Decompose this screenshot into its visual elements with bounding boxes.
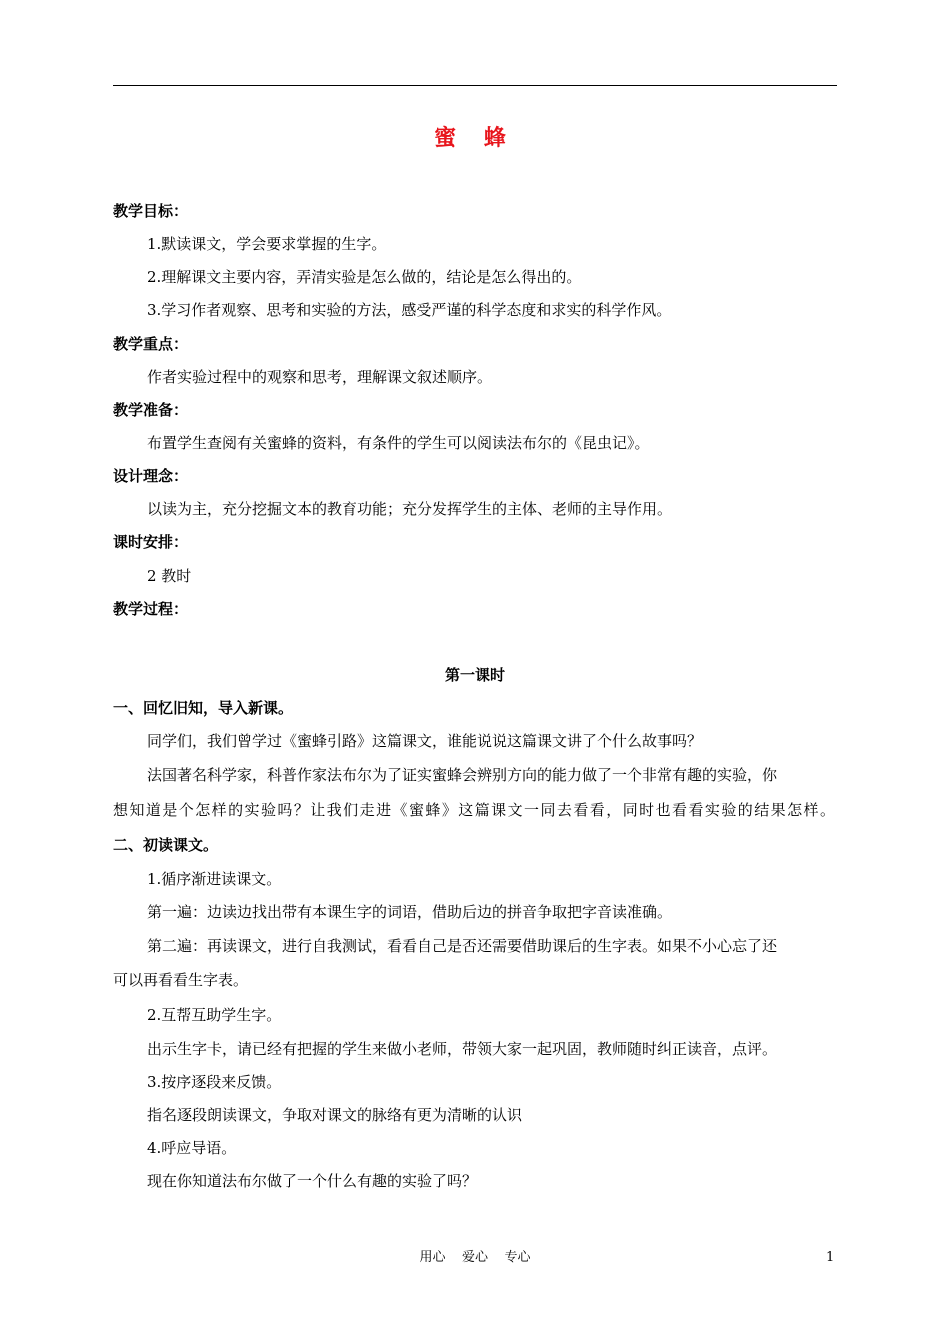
step-2: 2.互帮互助学生字。	[147, 1006, 282, 1024]
design-idea-heading: 设计理念：	[113, 467, 189, 485]
schedule-heading: 课时安排：	[113, 533, 189, 551]
key-points-heading: 教学重点：	[113, 335, 189, 353]
part-one-paragraph-2-line-1: 法国著名科学家，科普作家法布尔为了证实蜜蜂会辨别方向的能力做了一个非常有趣的实验，你	[147, 766, 778, 784]
part-one-paragraph-2-line-2: 想知道是个怎样的实验吗？让我们走进《蜜蜂》这篇课文一同去看看，同时也看看实验的结果怎样。	[113, 801, 835, 819]
goal-item-1: 1.默读课文，学会要求掌握的生字。	[147, 235, 387, 253]
key-points-text: 作者实验过程中的观察和思考，理解课文叙述顺序。	[147, 368, 493, 386]
goals-heading: 教学目标：	[113, 202, 189, 220]
step-2-text: 出示生字卡，请已经有把握的学生来做小老师，带领大家一起巩固，教师随时纠正读音，点评。	[147, 1040, 778, 1058]
goal-item-3: 3.学习作者观察、思考和实验的方法，感受严谨的科学态度和求实的科学作风。	[147, 301, 672, 319]
document-title: 蜜 蜂	[434, 126, 516, 151]
part-one-heading: 一、回忆旧知，导入新课。	[113, 699, 294, 717]
step-4-text: 现在你知道法布尔做了一个什么有趣的实验了吗？	[147, 1172, 478, 1190]
step-4: 4.呼应导语。	[147, 1139, 237, 1157]
preparation-heading: 教学准备：	[113, 401, 189, 419]
step-3-text: 指名逐段朗读课文，争取对课文的脉络有更为清晰的认识	[147, 1106, 523, 1124]
process-heading: 教学过程：	[113, 600, 189, 618]
step-1-first-reading: 第一遍：边读边找出带有本课生字的词语，借助后边的拼音争取把字音读准确。	[147, 903, 673, 921]
design-idea-text: 以读为主，充分挖掘文本的教育功能；充分发挥学生的主体、老师的主导作用。	[147, 500, 673, 518]
step-1-second-reading-line-1: 第二遍：再读课文，进行自我测试，看看自己是否还需要借助课后的生字表。如果不小心忘了还	[147, 937, 778, 955]
header-rule	[113, 85, 837, 86]
goal-item-2: 2.理解课文主要内容，弄清实验是怎么做的，结论是怎么得出的。	[147, 268, 582, 286]
page-number: 1	[826, 1250, 835, 1265]
lesson-heading: 第一课时	[444, 666, 505, 684]
step-3: 3.按序逐段来反馈。	[147, 1073, 282, 1091]
part-one-paragraph-1: 同学们，我们曾学过《蜜蜂引路》这篇课文，谁能说说这篇课文讲了个什么故事吗？	[147, 732, 703, 750]
part-two-heading: 二、初读课文。	[113, 836, 219, 854]
step-1-second-reading-line-2: 可以再看看生字表。	[113, 971, 249, 989]
step-1: 1.循序渐进读课文。	[147, 870, 282, 888]
schedule-text: 2 教时	[147, 567, 192, 585]
preparation-text: 布置学生查阅有关蜜蜂的资料，有条件的学生可以阅读法布尔的《昆虫记》。	[147, 434, 650, 452]
page-footer: 用心 爱心 专心	[419, 1250, 531, 1265]
